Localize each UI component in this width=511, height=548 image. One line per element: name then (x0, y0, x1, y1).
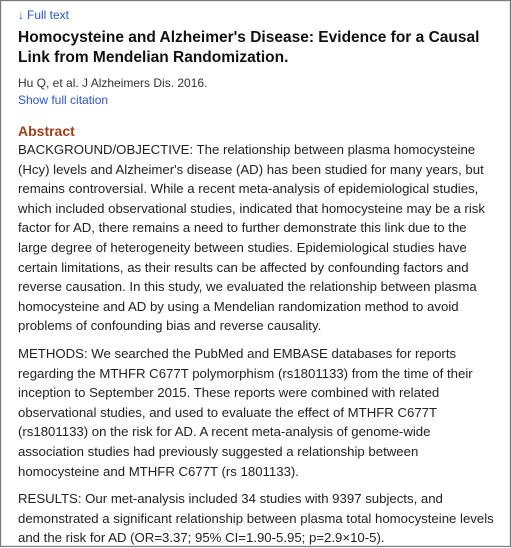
abstract-methods-paragraph: METHODS: We searched the PubMed and EMBASE databases for reports regarding the MTHFR C677T polymorphism (rs1801133) from the time of their inception to September 2015. These reports were combined with related observational studies, and used to evaluate the effect of MTHFR C677T (rs1801133) on the risk for AD. A recent meta-analysis of genome-wide association studies had previously suggested a relationship between homocysteine and MTHFR C677T (rs 1801133). (18, 345, 473, 479)
abstract-background-paragraph: BACKGROUND/OBJECTIVE: The relationship between plasma homocysteine (Hcy) levels and Alzheimer's disease (AD) has been studied for many years, but remains controversial. While a recent meta-analysis of epidemiological studies, which included observational studies, indicated that homocysteine may be a risk factor for AD, there remains a need to further demonstrate this link due to the large degree of heterogeneity between studies. Epidemiological studies have certain limitations, as their results can be affected by confounding factors and reverse causation. In this study, we evaluated the relationship between plasma homocysteine and AD by using a Mendelian randomization method to avoid problems of confounding bias and reverse causality. (18, 142, 485, 334)
full-text-label: Full text (27, 8, 70, 22)
abstract-heading: Abstract (18, 123, 75, 139)
article-title: Homocysteine and Alzheimer's Disease: Evidence for a Causal Link from Mendelian Randomization. (18, 29, 480, 66)
citation-text: Hu Q, et al. J Alzheimers Dis. 2016. (18, 76, 208, 90)
full-text-link[interactable] (18, 6, 69, 24)
abstract-results-paragraph: RESULTS: Our met-analysis included 34 studies with 9397 subjects, and demonstrated a significant relationship between plasma total homocysteine levels and the risk for AD (OR=3.37; 95% CI=1.90-5.95; p=2.9×10-5). (18, 491, 494, 546)
down-arrow-icon: ↓ (18, 8, 24, 22)
show-full-citation-link[interactable]: Show full citation (18, 93, 109, 107)
article-summary (18, 6, 496, 548)
